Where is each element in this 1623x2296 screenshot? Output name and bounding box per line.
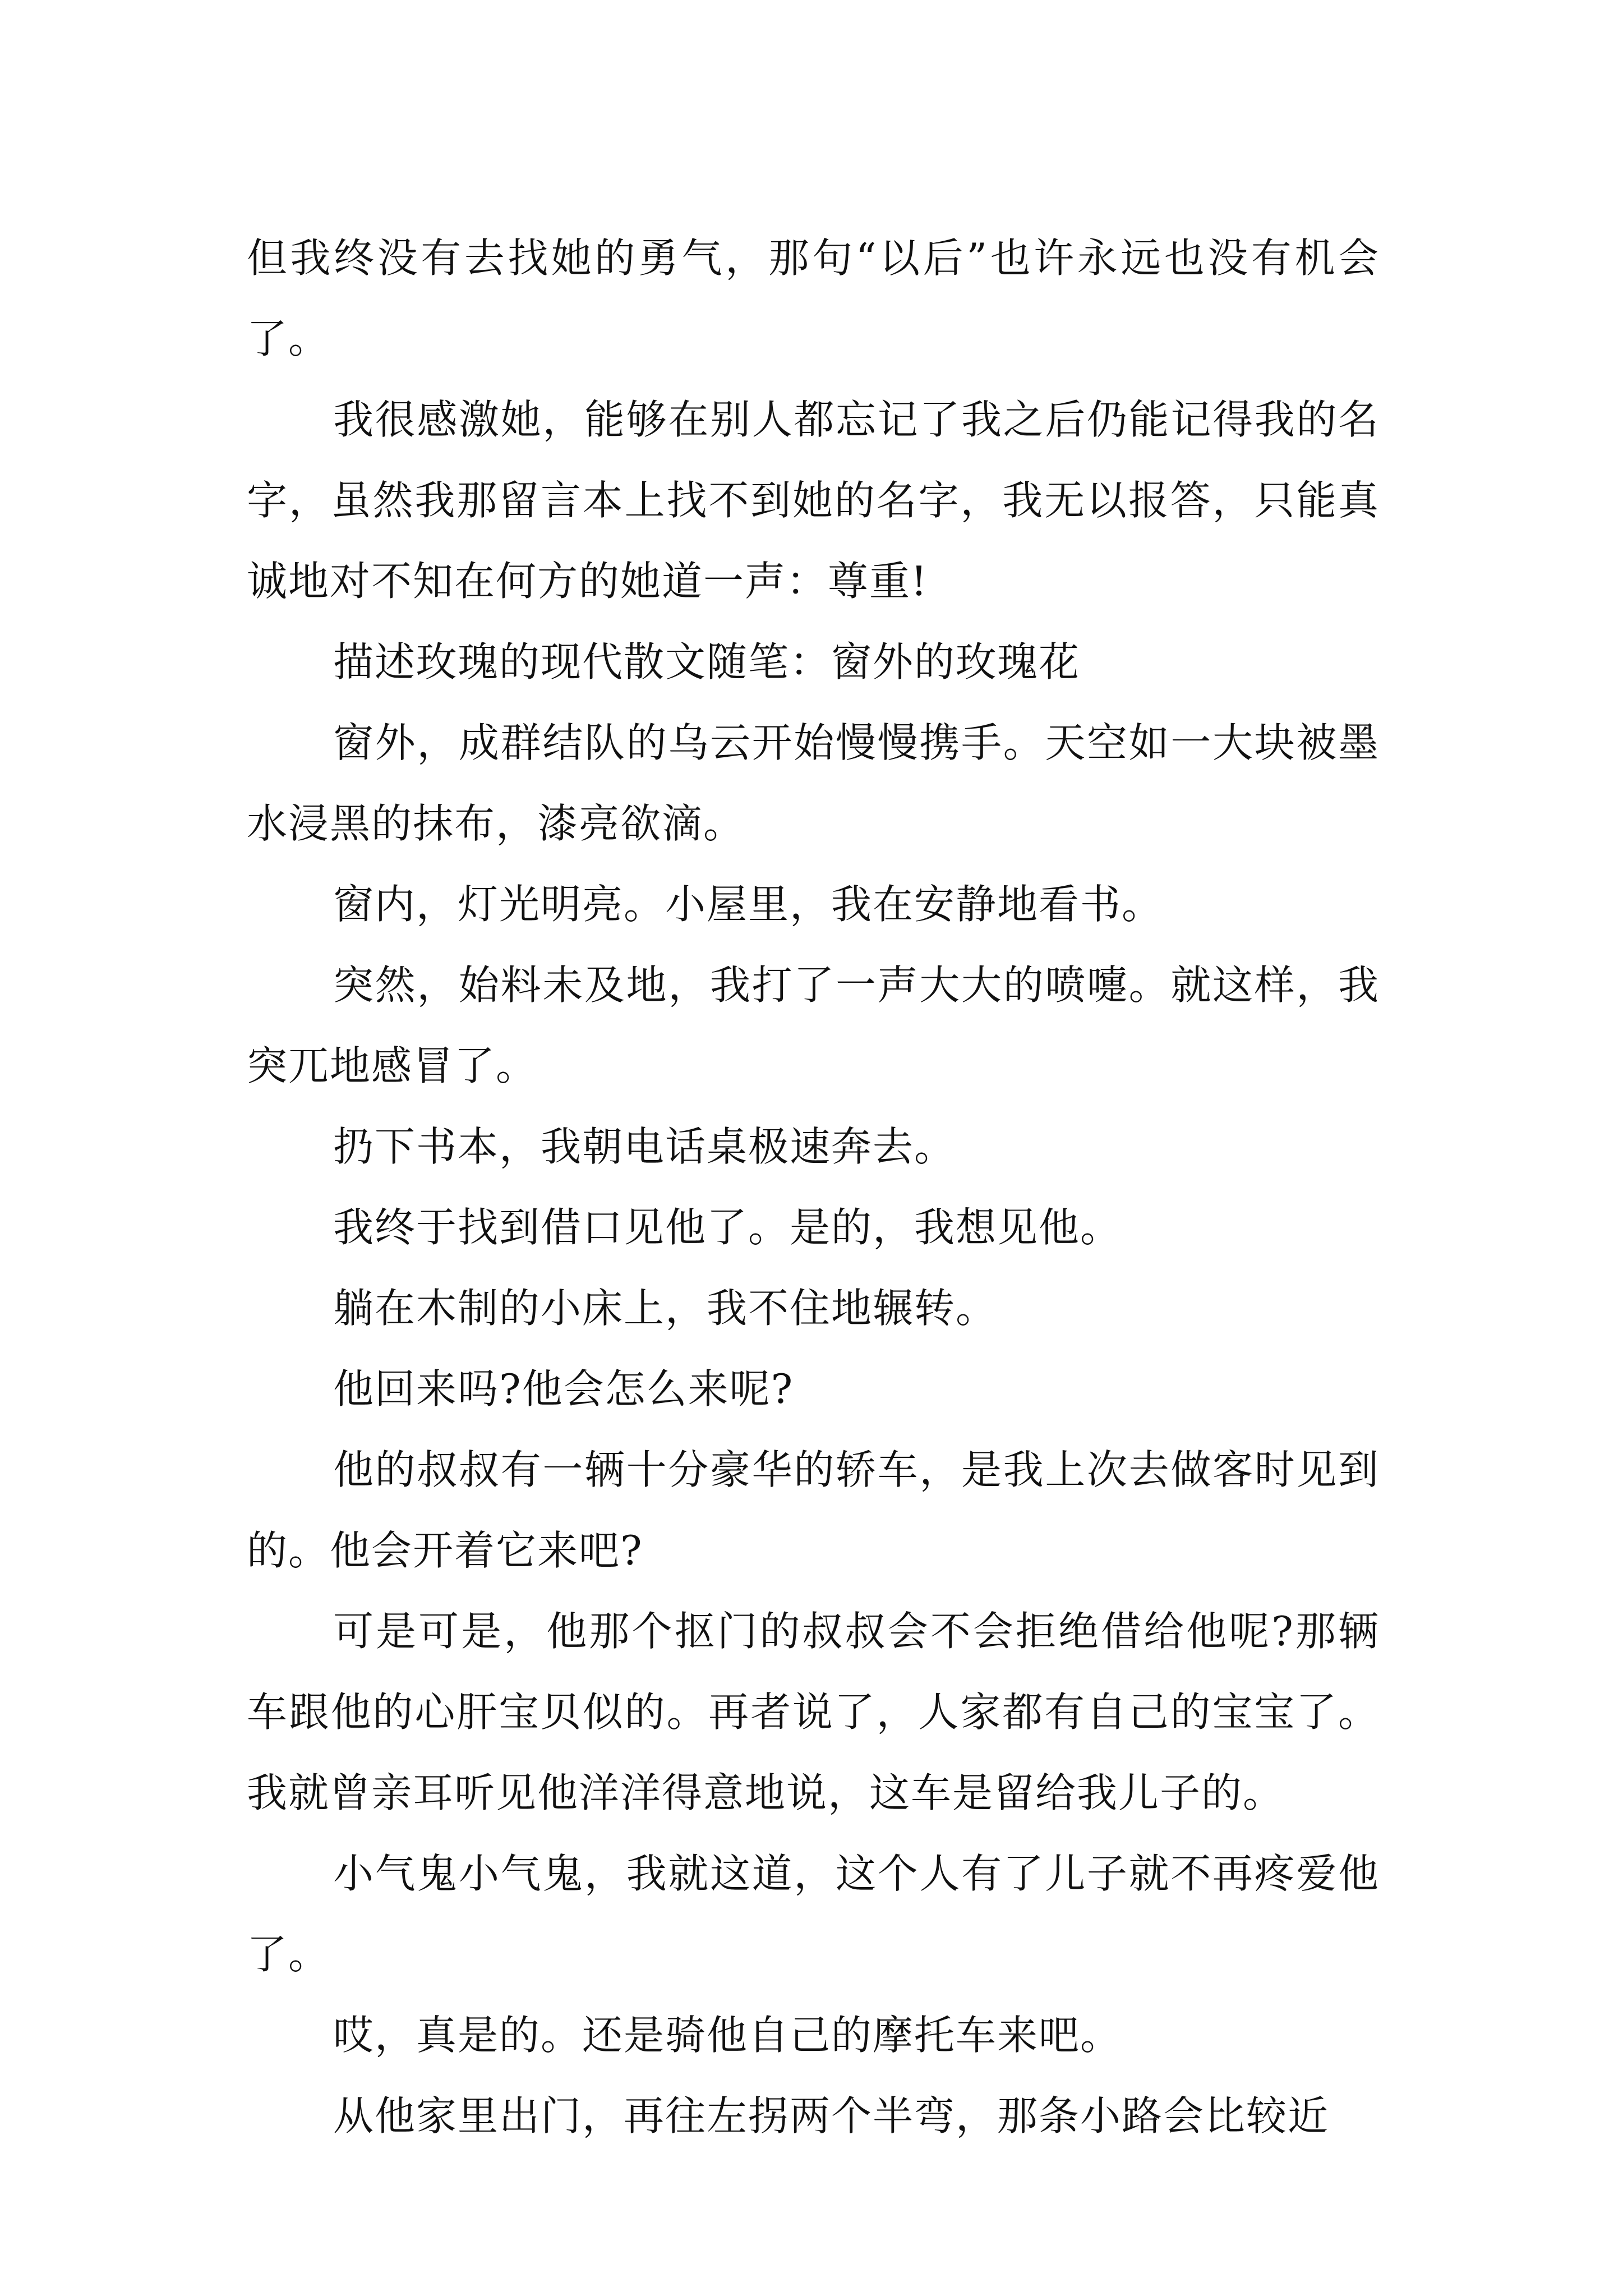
paragraph: 从他家里出门，再往左拐两个半弯，那条小路会比较近 xyxy=(333,2092,1330,2139)
paragraph: 可是可是，他那个抠门的叔叔会不会拒绝借给他呢?那辆车跟他的心肝宝贝似的。再者说了，人家都有自己的宝宝了。我就曾亲耳听见他洋洋得意地说，这车是留给我儿子的。 xyxy=(247,1608,1380,1816)
paragraph: 窗内，灯光明亮。小屋里，我在安静地看书。 xyxy=(333,881,1164,928)
body-text xyxy=(247,218,1380,2156)
paragraph: 他的叔叔有一辆十分豪华的轿车，是我上次去做客时见到的。他会开着它来吧? xyxy=(247,1446,1380,1574)
section-heading: 描述玫瑰的现代散文随笔：窗外的玫瑰花 xyxy=(333,638,1081,685)
paragraph: 躺在木制的小床上，我不住地辗转。 xyxy=(333,1285,998,1332)
paragraph: 我很感激她，能够在别人都忘记了我之后仍能记得我的名字，虽然我那留言本上找不到她的名字，我无以报答，只能真诚地对不知在何方的她道一声：尊重! xyxy=(247,396,1380,605)
paragraph: 他回来吗?他会怎么来呢? xyxy=(333,1365,794,1412)
paragraph: 哎，真是的。还是骑他自己的摩托车来吧。 xyxy=(333,2012,1122,2059)
paragraph: 扔下书本，我朝电话桌极速奔去。 xyxy=(333,1123,956,1170)
paragraph: 窗外，成群结队的乌云开始慢慢携手。天空如一大块被墨水浸黑的抹布，漆亮欲滴。 xyxy=(247,719,1380,847)
paragraph: 突然，始料未及地，我打了一声大大的喷嚏。就这样，我突兀地感冒了。 xyxy=(247,961,1380,1089)
paragraph: 小气鬼小气鬼，我就这道，这个人有了儿子就不再疼爱他了。 xyxy=(247,1850,1380,1978)
paragraph: 但我终没有去找她的勇气，那句“以后”也许永远也没有机会了。 xyxy=(247,234,1380,362)
paragraph: 我终于找到借口见他了。是的，我想见他。 xyxy=(333,1204,1122,1251)
